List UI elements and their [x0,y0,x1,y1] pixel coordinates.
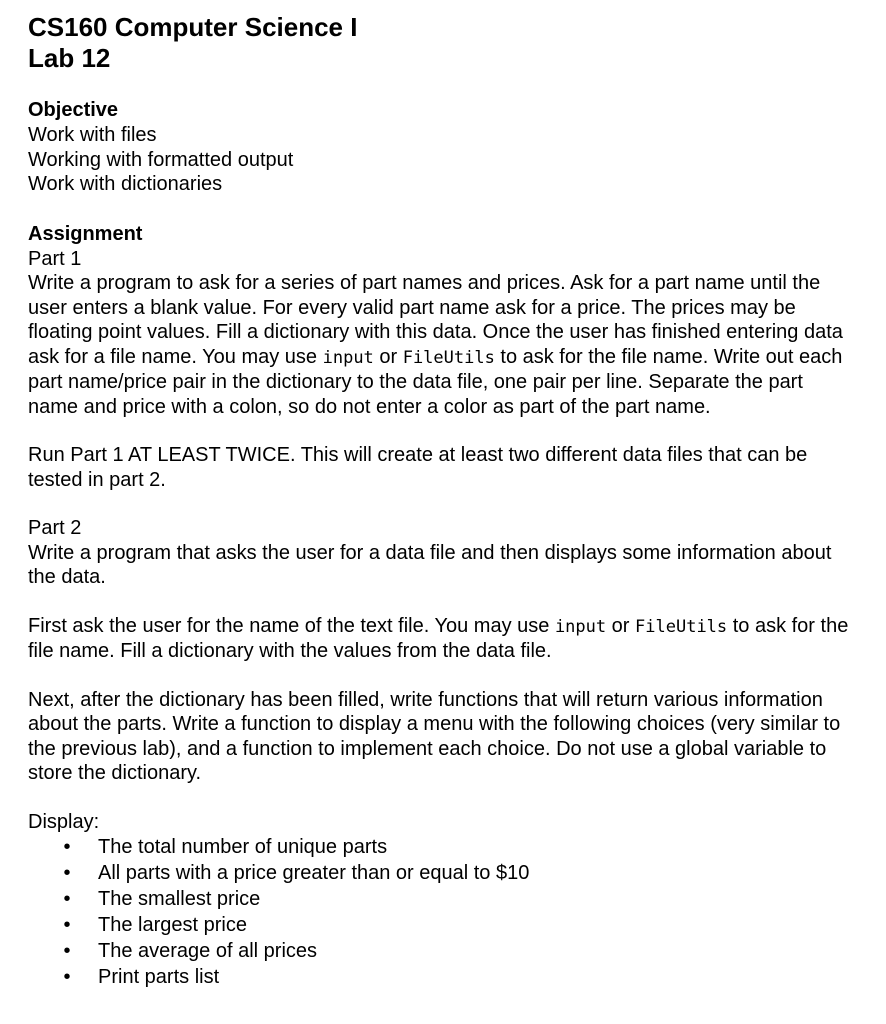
bullet-icon: • [63,940,71,962]
objective-item: Work with dictionaries [28,173,223,195]
code-fileutils: FileUtils [635,616,728,637]
list-item: • The average of all prices [63,940,318,962]
bullet-icon: • [63,888,71,910]
list-item: • The smallest price [63,888,261,910]
part1-run-note: Run Part 1 AT LEAST TWICE. This will create at least two different data files that can be tested in part 2. [28,444,808,491]
lab-title: Lab 12 [28,43,111,73]
bullet-icon: • [63,836,71,858]
bullet-icon: • [63,862,71,884]
objective-item: Working with formatted output [28,148,294,171]
list-item: • Print parts list [63,966,220,988]
objective-heading: Objective [28,99,119,121]
display-list [28,834,858,990]
code-fileutils: FileUtils [402,347,495,368]
display-label: Display: [28,810,100,833]
course-title: CS160 Computer Science I [28,12,358,42]
code-input: input [322,347,374,368]
list-item: • All parts with a price greater than or equal to $10 [63,862,530,884]
list-item: • The largest price [63,914,247,936]
bullet-icon: • [63,966,71,988]
part2-paragraph-3: Next, after the dictionary has been filled, write functions that will return various information about the parts. Write a function to display a menu with the following choices (very similar to the previous lab), and a function to implement each choice. Do not use a global variable to store the dictionary. [28,688,841,784]
objective-item: Work with files [28,124,157,146]
part2-paragraph-1: Write a program that asks the user for a data file and then displays some information about the data. [28,541,832,588]
part1-label: Part 1 [28,247,82,270]
part1-paragraph: Write a program to ask for a series of part names and prices. Ask for a part name until the user enters a blank value. For every valid part name ask for a price. The prices may be floating point values. Fill a dictionary with this data. Once the user has finished entering data ask for a file name. You may use input or FileUtils to ask for the file name. Write out each part name/price pair in the dictionary to the data file, one pair per line. Separate the part name and price with a colon, so do not enter a color as part of the part name. [28,272,843,418]
code-input: input [554,616,607,637]
part2-label: Part 2 [28,517,82,539]
list-item: • The total number of unique parts [63,836,388,858]
part2-paragraph-2: First ask the user for the name of the text file. You may use input or FileUtils to ask for the file name. Fill a dictionary with the values from the data file. [28,614,849,662]
assignment-heading: Assignment [28,222,143,245]
bullet-icon: • [63,914,71,936]
